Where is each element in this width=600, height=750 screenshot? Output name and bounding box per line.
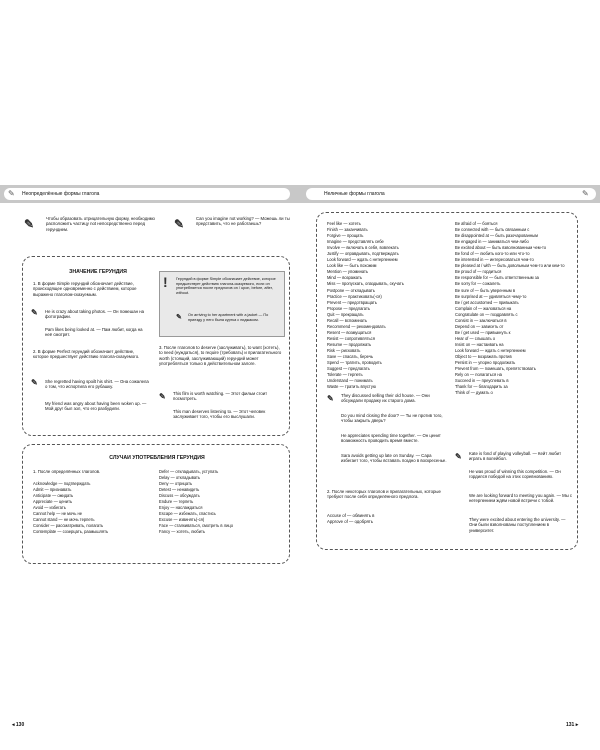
- list-item: Prevent from — помешать, препятствовать: [455, 366, 536, 372]
- list-item: Look like — быть похожим: [327, 263, 377, 269]
- list-item: Delay — откладывать: [159, 475, 201, 481]
- list-item: Admit — признавать: [33, 487, 72, 493]
- list-item: Quit — прекращать: [327, 311, 364, 317]
- list-item: Fancy — хотеть, любить: [159, 529, 206, 535]
- list-item: Be sorry for — сожалеть: [455, 281, 501, 287]
- meaning-box: [22, 256, 290, 436]
- list-item: Be excited about — быть взволнованным чем-то: [455, 245, 547, 251]
- note-text: Герундий в форме Simple обозначает действие, которое предшествует действию глагола-сказуемого, если он употребляется после предлогов on / upon, before, after, without.: [176, 277, 276, 296]
- list-item: Be interested in — интересоваться чем-то: [455, 257, 534, 263]
- list-item: Excuse — извинять(-ся): [159, 517, 205, 523]
- list-item: Depend on — зависеть от: [455, 323, 504, 329]
- list-item: Enjoy — наслаждаться: [159, 505, 203, 511]
- usage-verbs-col2: [159, 469, 233, 536]
- list-item: Complain of — жаловаться на: [455, 305, 512, 311]
- list-item: Postpone — откладывать: [327, 287, 375, 293]
- list-item: Succeed in — преуспевать в: [455, 378, 509, 384]
- list-item: Risk — рисковать: [327, 347, 361, 353]
- list-item: Resist — сопротивляться: [327, 335, 375, 341]
- right-ex7: We are looking forward to meeting you again. — Мы с нетерпением ждём новой встречи с тобой.: [469, 493, 573, 504]
- list-item: Recommend — рекомендовать: [327, 323, 386, 329]
- list-item: Rely on — полагаться на: [455, 372, 502, 378]
- list-item: Appreciate — ценить: [33, 499, 73, 505]
- right-ex5: Kate is fond of playing volleyball. — Кейт любит играть в волейбол.: [469, 451, 562, 462]
- header-bar: [0, 185, 600, 203]
- intro-example: Can you imagine not working? — Можешь ли ты представить, что не работаешь?: [196, 216, 290, 227]
- list-item: Endure — терпеть: [159, 499, 194, 505]
- list-item: Be proud of — гордиться: [455, 269, 502, 275]
- right-verbs-col1: [327, 221, 404, 390]
- list-item: Detest — ненавидеть: [159, 487, 200, 493]
- list-item: Anticipate — ожидать: [33, 493, 74, 499]
- right-ex6: He was proud of winning this competition. — Он гордился победой на этих соревнованиях.: [469, 469, 561, 480]
- list-item: Consider — рассматривать, полагать: [33, 523, 104, 529]
- meaning-ex5: This film is worth watching. — Этот фильм стоит посмотреть.: [173, 391, 268, 402]
- pen-icon: ✎: [159, 392, 166, 401]
- usage-verbs-col1: [33, 481, 108, 535]
- list-item: Be fond of — любить кого-то или что-то: [455, 251, 530, 257]
- pen-icon: ✎: [24, 217, 35, 231]
- list-item: Be afraid of — бояться: [455, 221, 498, 226]
- list-item: Discuss — обсуждать: [159, 493, 200, 499]
- list-item: Contemplate — созерцать, размышлять: [33, 529, 109, 535]
- right-p2: 2. После некоторых глаголов и прилагательных, которые требуют после себя определённого предлога.: [327, 489, 441, 500]
- page-number-left: ◂ 130: [12, 722, 25, 728]
- list-item: Congratulate on — поздравлять с: [455, 311, 518, 317]
- exclamation-icon: !: [163, 274, 168, 290]
- list-item: Object to — возражать против: [455, 354, 512, 360]
- list-item: Be disappointed at — быть разочарованным: [455, 233, 538, 239]
- list-item: Forgive — прощать: [327, 233, 364, 239]
- list-item: Be sure of — быть уверенным в: [455, 287, 516, 293]
- meaning-p2: 2. В форме Perfect герундий обозначает действие, которое предшествует действию глагола-сказуемого.: [33, 349, 140, 360]
- list-item: Propose — предлагать: [327, 305, 370, 311]
- list-item: Finish — заканчивать: [327, 227, 368, 233]
- right-header-title: Неличные формы глагола: [324, 191, 385, 197]
- intro-note-text: Чтобы образовать отрицательную форму, необходимо расположить частицу not непосредственно перед герундием.: [46, 216, 155, 232]
- right-box: [316, 212, 578, 550]
- meaning-ex1: He is crazy about taking photos. — Он помешан на фотографии.: [45, 309, 144, 320]
- list-item: Mind — возражать: [327, 275, 362, 281]
- list-item: Be / get accustomed — привыкать: [455, 299, 519, 305]
- pen-icon: ✎: [174, 217, 185, 231]
- list-item: Persist in — упорно продолжать: [455, 360, 516, 366]
- paperclip-icon: ✎: [582, 189, 589, 198]
- list-item: Justify — оправдывать, подтверждать: [327, 251, 399, 257]
- right-p2b: Approve of — одобрять: [327, 519, 373, 524]
- list-item: Miss — пропускать, опаздывать, скучать: [327, 281, 404, 287]
- list-item: Look forward — ждать с нетерпением: [327, 257, 398, 263]
- list-item: Be connected with — быть связанным с: [455, 227, 530, 233]
- list-item: Waste — тратить впустую: [327, 384, 376, 390]
- meaning-ex3: She regretted having spoilt his shirt. — Она сожалела о том, что испортила его рубашку.: [45, 379, 149, 390]
- left-page-header: [4, 188, 290, 200]
- pen-icon: ✎: [31, 378, 38, 387]
- list-item: Face — сталкиваться, смотреть в лицо: [159, 523, 233, 529]
- note-example: On arriving to her apartment with a jacket — По приезду у него была куртка с пиджаком.: [188, 313, 269, 322]
- meaning-ex4: My friend was angry about having been woken up. — Мой друг был зол, что его разбудили.: [45, 401, 147, 412]
- list-item: Think of — думать о: [455, 390, 493, 396]
- list-item: Suggest — предлагать: [327, 366, 370, 372]
- list-item: Thank for — благодарить за: [455, 384, 508, 390]
- list-item: Be / get used — привыкнуть к: [455, 329, 511, 335]
- usage-box: [22, 444, 290, 564]
- list-item: Prevent — предотвращать: [327, 299, 377, 305]
- list-item: Mention — упоминать: [327, 269, 369, 275]
- pen-icon: ✎: [327, 394, 334, 403]
- list-item: Be engaged in — заниматься чем-либо: [455, 239, 529, 245]
- list-item: Acknowledge — подтверждать: [33, 481, 91, 486]
- list-item: Escape — избежать, спастись: [159, 511, 216, 517]
- pen-icon: ✎: [176, 314, 182, 321]
- usage-title: СЛУЧАИ УПОТРЕБЛЕНИЯ ГЕРУНДИЯ: [109, 455, 205, 461]
- meaning-p1: 1. В форме Simple герундий обозначает действие, происходящее одновременно с действием, которое выражено глаголом-сказуемым.: [33, 281, 137, 297]
- list-item: Involve — включать в себя, вовлекать: [327, 245, 399, 251]
- left-header-title: Неопределённые формы глагола: [22, 191, 100, 197]
- list-item: Hear of — слышать о: [455, 335, 496, 341]
- right-ex8: They were excited about entering the university. — Они были взволнованы поступлением в университет.: [469, 517, 566, 533]
- meaning-ex6: This man deserves listening to. — Этот человек заслуживает того, чтобы его выслушали.: [173, 409, 266, 420]
- right-ex1: They discussed selling their old house. — Они обсуждали продажу их старого дома.: [341, 393, 430, 404]
- right-ex2: Do you mind closing the door? — Ты не против того, чтобы закрыть дверь?: [341, 413, 443, 424]
- list-item: Understand — понимать: [327, 378, 373, 384]
- list-item: Imagine — представлять себе: [327, 239, 384, 245]
- usage-intro: 1. После определённых глаголов.: [33, 469, 101, 474]
- list-item: Resent — возмущаться: [327, 329, 372, 335]
- page-number-right: 131 ▸: [566, 722, 579, 728]
- list-item: Deny — отрицать: [159, 481, 193, 487]
- meaning-p3: 3. После глаголов to deserve (заслуживать), to want (хотеть), to need (нуждаться), to require (требовать) и прилагательного worth (стоящий, заслуживающий) герундий может употребляться только в действительном залоге.: [159, 345, 282, 367]
- pen-icon: ✎: [31, 308, 38, 317]
- list-item: Insist on — настаивать на: [455, 341, 504, 347]
- list-item: Cannot stand — не мочь терпеть: [33, 517, 95, 523]
- list-item: Resume — продолжать: [327, 341, 372, 347]
- list-item: Recall — вспоминать: [327, 317, 367, 323]
- list-item: Practice — практиковать(-ся): [327, 293, 382, 299]
- right-verbs-col2: [455, 221, 565, 396]
- list-item: Spend — тратить, проводить: [327, 360, 382, 366]
- list-item: Look forward — ждать с нетерпением: [455, 347, 526, 353]
- list-item: Cannot help — не мочь не: [33, 511, 83, 517]
- list-item: Save — спасать, беречь: [327, 354, 374, 360]
- list-item: Feel like — хотеть: [327, 221, 361, 226]
- right-p2a: Accuse of — обвинять в: [327, 513, 375, 518]
- list-item: Be responsible for — быть ответственным за: [455, 275, 539, 281]
- meaning-title: ЗНАЧЕНИЕ ГЕРУНДИЯ: [69, 269, 127, 275]
- list-item: Avoid — избегать: [33, 505, 66, 511]
- list-item: Be surprised at — удивляться чему-то: [455, 293, 527, 299]
- meaning-ex2: Pam likes being looked at. — Пам любит, когда на неё смотрят.: [45, 327, 143, 338]
- list-item: Consist in — заключаться в: [455, 317, 507, 323]
- list-item: Tolerate — терпеть: [327, 372, 363, 378]
- pen-icon: ✎: [455, 452, 462, 461]
- right-ex4: Sara avoids getting up late on Sunday. — Сара избегает того, чтобы вставать поздно в воскресенье.: [341, 453, 447, 464]
- right-page-header: [306, 188, 596, 200]
- list-item: Be pleased at / with — быть довольным чем-то или кем-то: [455, 263, 565, 269]
- right-ex3: He appreciates spending time together. — Он ценит возможность проводить время вместе.: [341, 433, 441, 444]
- list-item: Defer — откладывать, уступать: [159, 469, 219, 474]
- paperclip-icon: ✎: [8, 189, 15, 198]
- note-box: [159, 271, 285, 337]
